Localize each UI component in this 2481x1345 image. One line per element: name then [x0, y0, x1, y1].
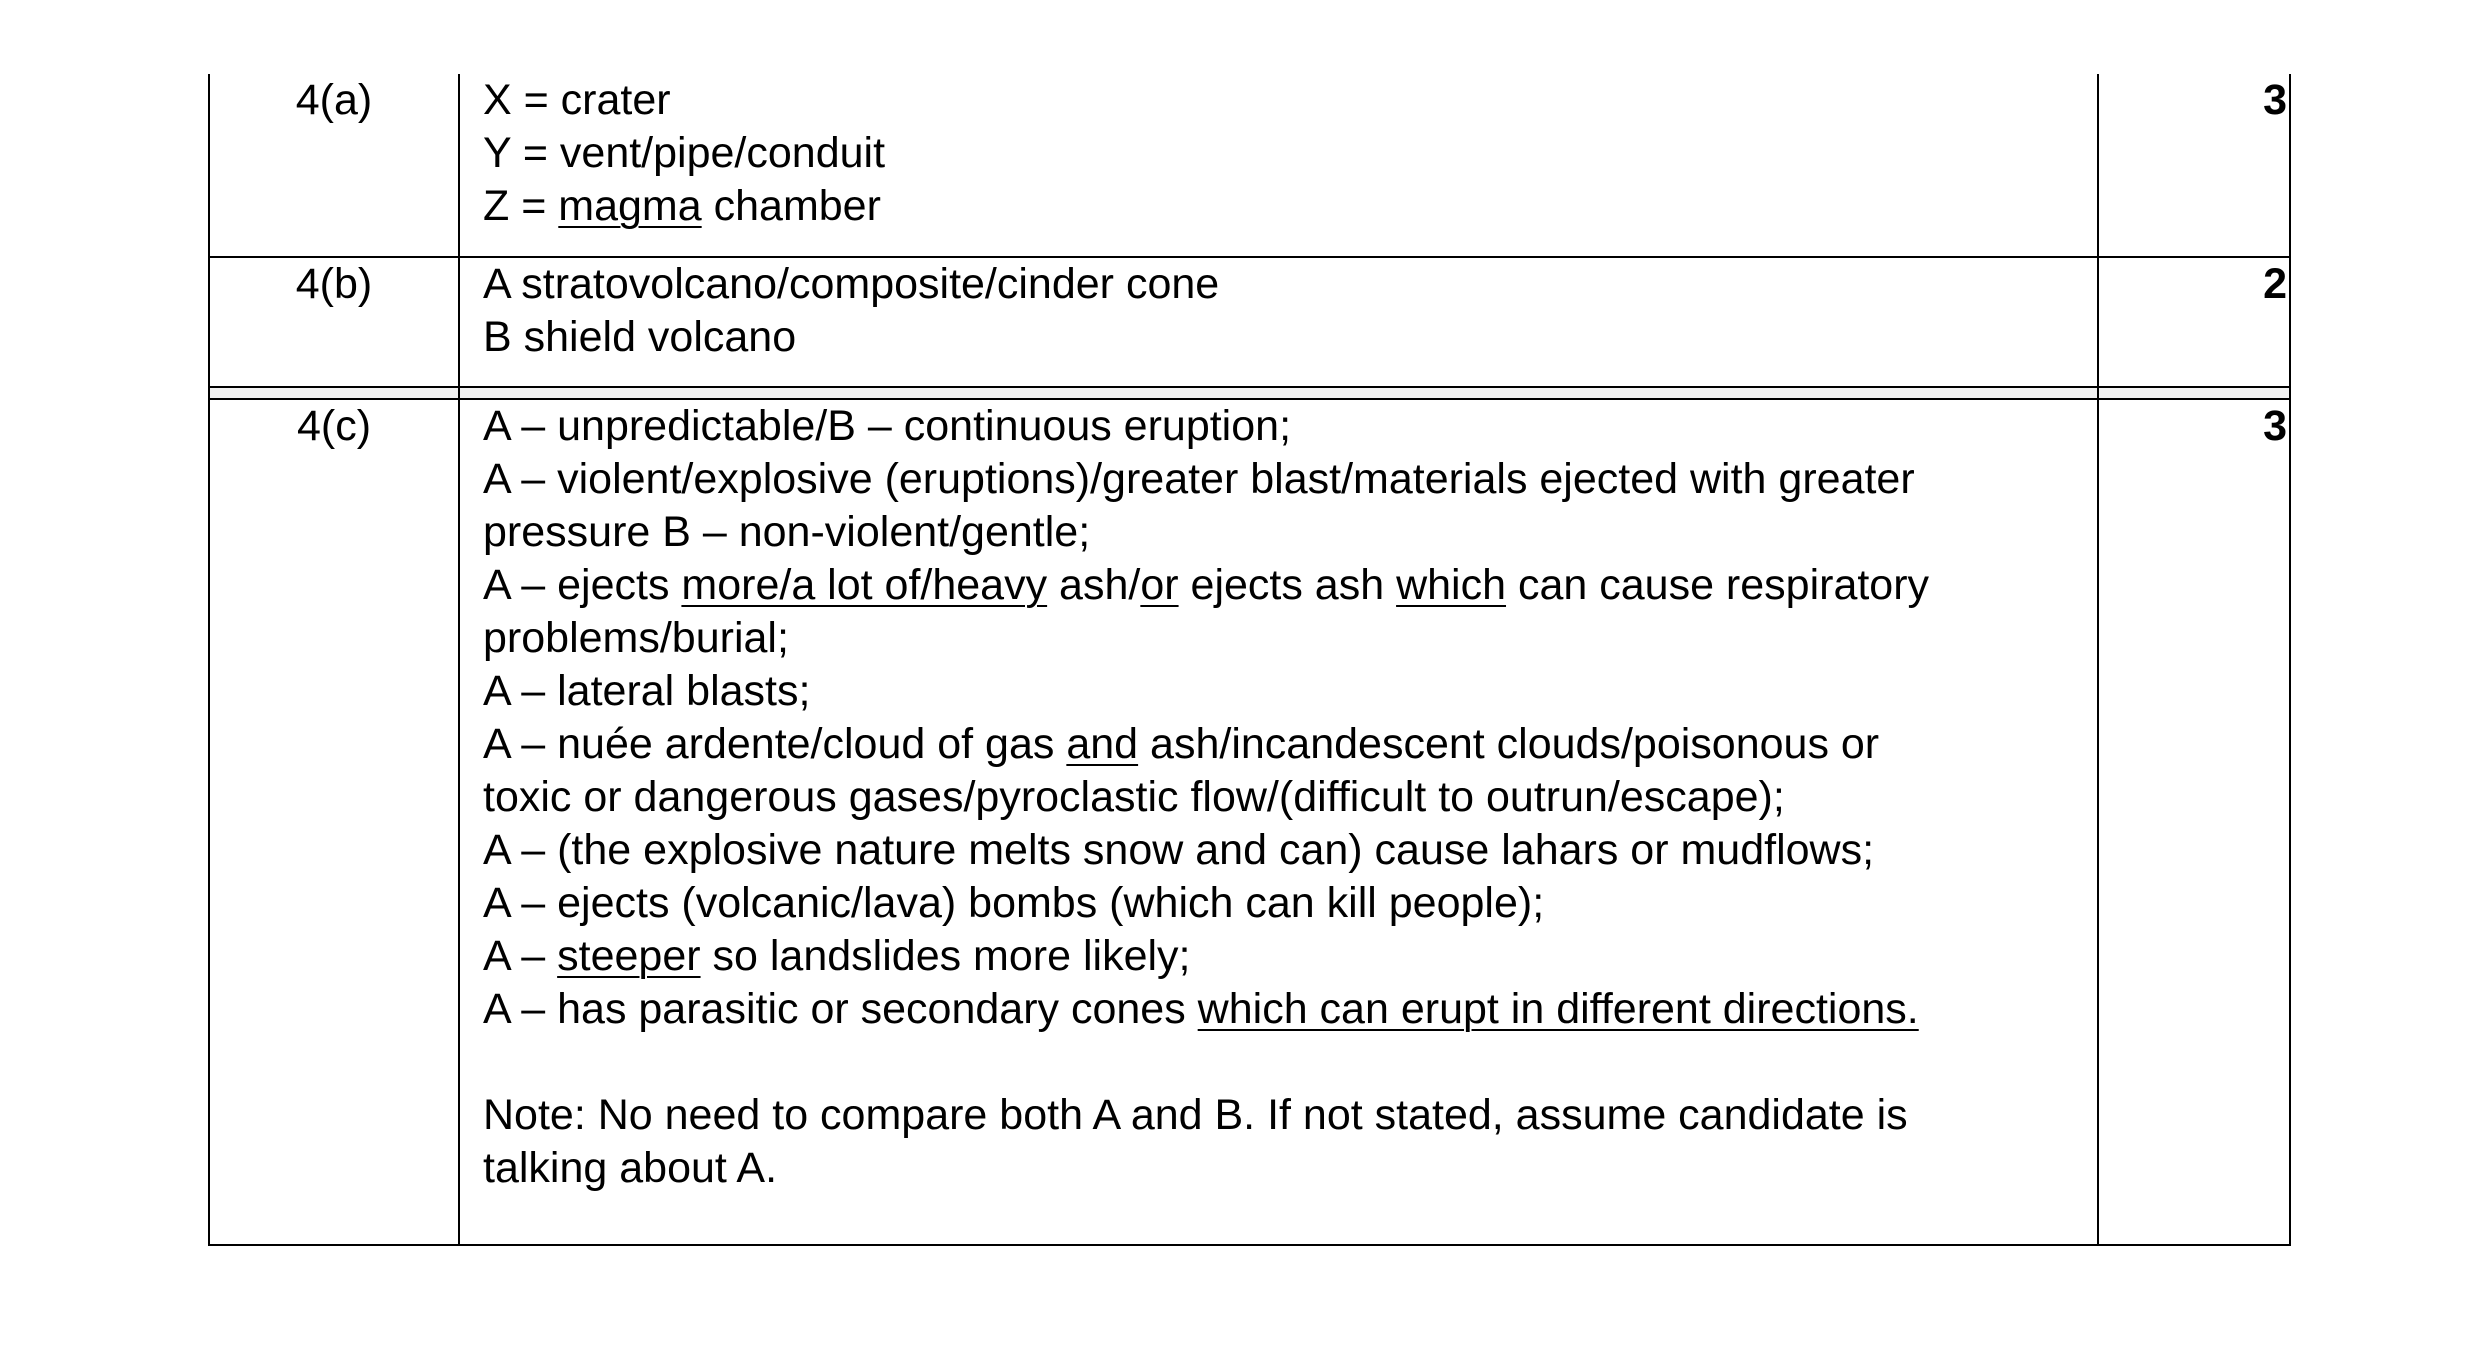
answer-line [483, 1142, 2097, 1195]
underlined-text: or [1140, 561, 1179, 609]
question-number: 4(a) [295, 76, 373, 124]
underlined-text: and [1066, 720, 1139, 768]
answer-line [483, 258, 2097, 311]
answer-text: talking about A. [483, 1144, 778, 1192]
separator-cell [459, 387, 2098, 399]
answer-text: A – [483, 932, 558, 980]
answer-text: ejects ash [1178, 561, 1397, 609]
answer-line [483, 127, 2097, 180]
question-number-cell [209, 257, 459, 387]
answer-text: pressure B – non-violent/gentle; [483, 508, 1091, 556]
underlined-text: steeper [557, 932, 701, 980]
table-row [209, 257, 2290, 387]
answer-text: A – nuée ardente/cloud of gas [483, 720, 1067, 768]
answer-text: problems/burial; [483, 614, 789, 662]
answer-text: A – unpredictable/B – continuous eruption; [483, 402, 1292, 450]
answer-cell [459, 74, 2098, 257]
answer-line [483, 824, 2097, 877]
answer-text: A – violent/explosive (eruptions)/greater blast/materials ejected with greater [483, 455, 1915, 503]
separator-cell [2098, 387, 2290, 399]
underlined-text: which can erupt in different directions. [1197, 985, 1919, 1033]
table-row [209, 399, 2290, 1245]
answer-cell [459, 399, 2098, 1245]
answer-text: toxic or dangerous gases/pyroclastic flow/(difficult to outrun/escape); [483, 773, 1785, 821]
answer-text: A – ejects [483, 561, 682, 609]
answer-text: Note: No need to compare both A and B. If not stated, assume candidate is [483, 1091, 1908, 1139]
answer-cell [459, 257, 2098, 387]
answer-text: A – ejects (volcanic/lava) bombs (which can kill people); [483, 879, 1545, 927]
blank-line [483, 1036, 2097, 1089]
answer-line [483, 665, 2097, 718]
marks-value: 2 [2263, 260, 2287, 308]
marks-value: 3 [2263, 402, 2287, 450]
answer-line [483, 1089, 2097, 1142]
answer-text: X = crater [483, 76, 671, 124]
answer-line [483, 983, 2097, 1036]
question-number: 4(c) [296, 402, 372, 450]
answer-line [483, 718, 2097, 771]
answer-line [483, 180, 2097, 233]
separator-cell [209, 387, 459, 399]
question-number-cell [209, 74, 459, 257]
table-row [209, 74, 2290, 257]
answer-text: B shield volcano [483, 313, 797, 361]
answer-line [483, 74, 2097, 127]
underlined-text: which [1396, 561, 1507, 609]
answer-text: Y = vent/pipe/conduit [483, 129, 886, 177]
answer-text: A – (the explosive nature melts snow and can) cause lahars or mudflows; [483, 826, 1875, 874]
answer-line [483, 453, 2097, 506]
marks-cell [2098, 257, 2290, 387]
underlined-text: magma [558, 182, 702, 230]
answer-text: can cause respiratory [1506, 561, 1930, 609]
question-number-cell [209, 399, 459, 1245]
answer-line [483, 559, 2097, 612]
underlined-text: more/a lot of/heavy [681, 561, 1048, 609]
answer-line [483, 400, 2097, 453]
answer-text: A – has parasitic or secondary cones [483, 985, 1198, 1033]
answer-line [483, 612, 2097, 665]
answer-text: ash/incandescent clouds/poisonous or [1138, 720, 1880, 768]
answer-text: so landslides more likely; [700, 932, 1191, 980]
question-number: 4(b) [295, 260, 373, 308]
marks-value: 3 [2263, 76, 2287, 124]
mark-scheme-table [208, 74, 2291, 1246]
marks-cell [2098, 399, 2290, 1245]
marks-cell [2098, 74, 2290, 257]
answer-text: chamber [701, 182, 881, 230]
answer-line [483, 311, 2097, 364]
row-separator [209, 387, 2290, 399]
answer-line [483, 771, 2097, 824]
answer-text: ash/ [1047, 561, 1141, 609]
answer-line [483, 506, 2097, 559]
answer-line [483, 930, 2097, 983]
answer-text: Z = [483, 182, 559, 230]
answer-text: A – lateral blasts; [483, 667, 811, 715]
answer-line [483, 877, 2097, 930]
answer-text: A stratovolcano/composite/cinder cone [483, 260, 1220, 308]
